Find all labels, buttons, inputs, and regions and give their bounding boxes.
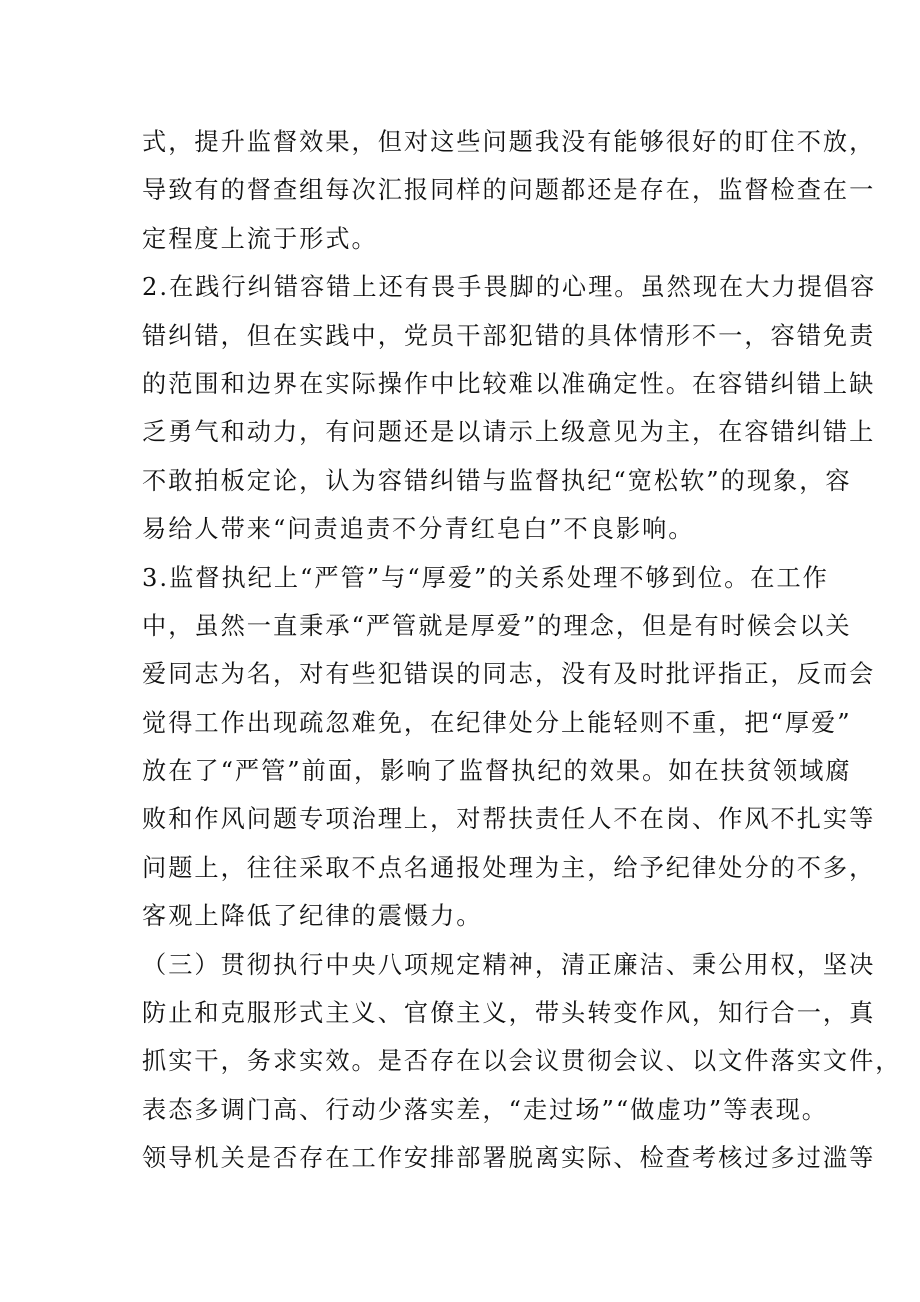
text-line: 易给人带来“问责追责不分青红皂白”不良影响。 [142,515,695,544]
body-text [142,118,902,1183]
text-line: 式，提升监督效果，但对这些问题我没有能够很好的盯住不放， [142,128,876,156]
text-line: 抓实干，务求实效。是否存在以会议贯彻会议、以文件落实文件， [142,1047,902,1076]
text-line: 定程度上流于形式。 [142,224,378,253]
text-line: 不敢拍板定论，认为容错纠错与监督执纪“宽松软”的现象，容 [142,466,852,495]
text-line: 觉得工作出现疏忽难免，在纪律处分上能轻则不重，把“厚爱” [142,708,852,737]
text-line: 问题上，往往采取不点名通报处理为主，给予纪律处分的不多， [142,853,876,882]
text-line: 2.在践行纠错容错上还有畏手畏脚的心理。虽然现在大力提倡容 [142,273,877,302]
text-line: （三）贯彻执行中央八项规定精神，清正廉洁、秉公用权，坚决 [142,950,876,979]
text-line: 的范围和边界在实际操作中比较难以准确定性。在容错纠错上缺 [142,369,876,398]
text-line: 乏勇气和动力，有问题还是以请示上级意见为主，在容错纠错上 [142,418,876,447]
text-line: 防止和克服形式主义、官僚主义，带头转变作风，知行合一，真 [142,999,876,1028]
text-line: 败和作风问题专项治理上，对帮扶责任人不在岗、作风不扎实等 [142,805,876,834]
text-line: 领导机关是否存在工作安排部署脱离实际、检查考核过多过滥等 [142,1144,876,1173]
text-line: 导致有的督查组每次汇报同样的问题都还是存在，监督检查在一 [142,176,876,205]
text-line: 3.监督执纪上“严管”与“厚爱”的关系处理不够到位。在工作 [142,563,829,592]
text-line: 放在了“严管”前面，影响了监督执纪的效果。如在扶贫领域腐 [142,757,852,786]
text-line: 中，虽然一直秉承“严管就是厚爱”的理念，但是有时候会以关 [142,611,852,640]
text-line: 表态多调门高、行动少落实差，“走过场”“做虚功”等表现。 [142,1095,828,1124]
text-line: 错纠错，但在实践中，党员干部犯错的具体情形不一，容错免责 [142,321,876,350]
text-line: 客观上降低了纪律的震慑力。 [142,902,483,931]
text-line: 爱同志为名，对有些犯错误的同志，没有及时批评指正，反而会 [142,660,876,689]
